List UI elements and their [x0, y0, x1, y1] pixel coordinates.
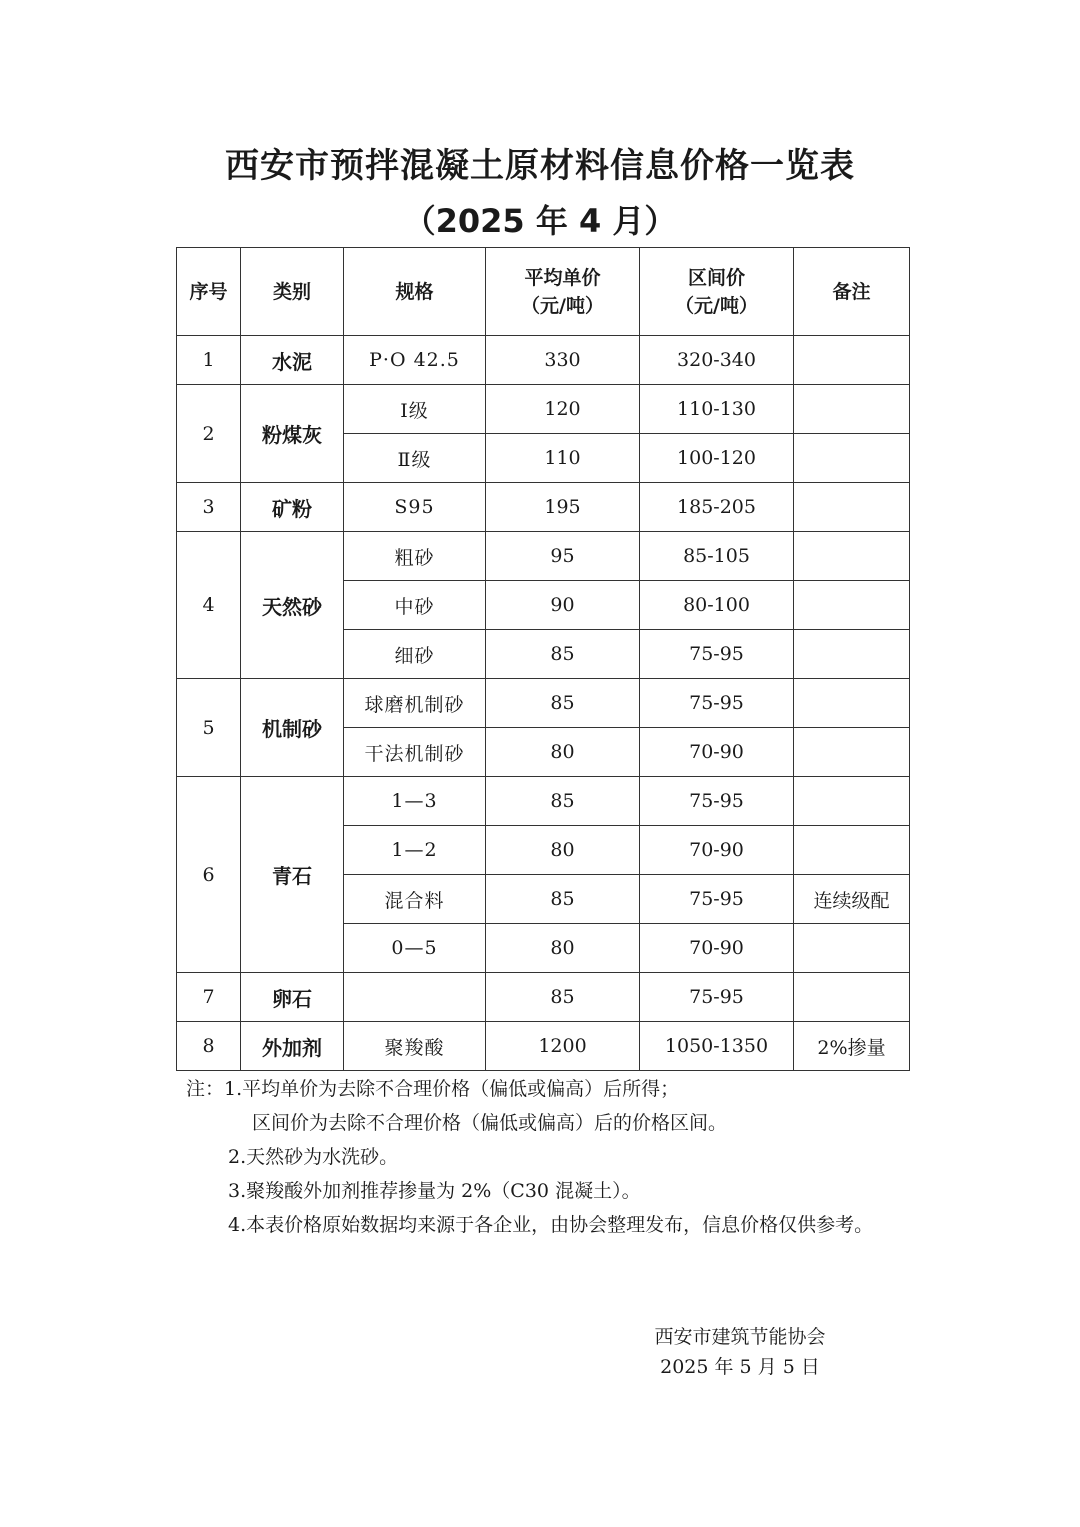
table-row: [177, 336, 910, 385]
cell-avg: 80: [486, 728, 640, 777]
cell-spec: 球磨机制砂: [344, 679, 486, 728]
header-category: 类别: [241, 248, 344, 336]
cell-spec: 0—5: [344, 924, 486, 973]
cell-range: 100-120: [640, 434, 794, 483]
cell-spec: 混合料: [344, 875, 486, 924]
cell-range: 320-340: [640, 336, 794, 385]
header-avg-price: [486, 248, 640, 336]
cell-note: [794, 924, 910, 973]
cell-spec: 中砂: [344, 581, 486, 630]
cell-spec: 1—3: [344, 777, 486, 826]
cell-note: [794, 483, 910, 532]
cell-note: [794, 581, 910, 630]
cell-range: 70-90: [640, 826, 794, 875]
table-row: [177, 532, 910, 581]
cell-spec: 干法机制砂: [344, 728, 486, 777]
cell-no: 7: [177, 973, 241, 1022]
cell-category: 粉煤灰: [241, 385, 344, 483]
cell-avg: 85: [486, 630, 640, 679]
cell-note: [794, 777, 910, 826]
cell-avg: 90: [486, 581, 640, 630]
cell-no: 4: [177, 532, 241, 679]
cell-category: 水泥: [241, 336, 344, 385]
cell-avg: 330: [486, 336, 640, 385]
document-title: 西安市预拌混凝土原材料信息价格一览表: [225, 146, 855, 186]
cell-no: 1: [177, 336, 241, 385]
cell-spec: 细砂: [344, 630, 486, 679]
cell-note: 2%掺量: [794, 1022, 910, 1071]
cell-avg: 85: [486, 973, 640, 1022]
cell-spec: 粗砂: [344, 532, 486, 581]
cell-no: 6: [177, 777, 241, 973]
cell-avg: 120: [486, 385, 640, 434]
cell-no: 8: [177, 1022, 241, 1071]
cell-note: [794, 973, 910, 1022]
cell-category: 外加剂: [241, 1022, 344, 1071]
cell-category: 矿粉: [241, 483, 344, 532]
cell-range: 70-90: [640, 728, 794, 777]
cell-range: 75-95: [640, 630, 794, 679]
cell-range: 70-90: [640, 924, 794, 973]
table-header-row: [177, 248, 910, 336]
cell-spec: [344, 973, 486, 1022]
cell-avg: 110: [486, 434, 640, 483]
cell-range: 1050-1350: [640, 1022, 794, 1071]
cell-spec: Ⅱ级: [344, 434, 486, 483]
cell-avg: 1200: [486, 1022, 640, 1071]
cell-spec: Ⅰ级: [344, 385, 486, 434]
header-avg-line1: 平均单价: [524, 266, 601, 289]
cell-note: [794, 679, 910, 728]
cell-avg: 85: [486, 875, 640, 924]
cell-range: 75-95: [640, 973, 794, 1022]
cell-note: 连续级配: [794, 875, 910, 924]
cell-category: 青石: [241, 777, 344, 973]
cell-note: [794, 826, 910, 875]
note-3: 3.聚羧酸外加剂推荐掺量为 2%（C30 混凝土）。: [228, 1180, 641, 1202]
price-table: [176, 247, 910, 1071]
cell-range: 185-205: [640, 483, 794, 532]
cell-range: 110-130: [640, 385, 794, 434]
cell-avg: 95: [486, 532, 640, 581]
header-avg-line2: （元/吨）: [521, 294, 604, 317]
table-row: [177, 973, 910, 1022]
cell-avg: 195: [486, 483, 640, 532]
cell-avg: 80: [486, 826, 640, 875]
cell-note: [794, 385, 910, 434]
signature-date: 2025 年 5 月 5 日: [660, 1356, 820, 1378]
table-row: [177, 679, 910, 728]
cell-spec: S95: [344, 483, 486, 532]
cell-spec: 聚羧酸: [344, 1022, 486, 1071]
note-2: 2.天然砂为水洗砂。: [228, 1146, 399, 1168]
cell-no: 2: [177, 385, 241, 483]
table-row: [177, 385, 910, 434]
cell-note: [794, 532, 910, 581]
header-no: 序号: [177, 248, 241, 336]
note-4: 4.本表价格原始数据均来源于各企业，由协会整理发布，信息价格仅供参考。: [228, 1214, 874, 1236]
cell-spec: P·O 42.5: [344, 336, 486, 385]
cell-category: 天然砂: [241, 532, 344, 679]
cell-avg: 80: [486, 924, 640, 973]
header-range-price: [640, 248, 794, 336]
table-row: [177, 1022, 910, 1071]
cell-category: 机制砂: [241, 679, 344, 777]
cell-no: 3: [177, 483, 241, 532]
cell-note: [794, 434, 910, 483]
cell-range: 85-105: [640, 532, 794, 581]
cell-avg: 85: [486, 679, 640, 728]
header-range-line1: 区间价: [687, 266, 745, 289]
cell-note: [794, 728, 910, 777]
note-1-continued: 区间价为去除不合理价格（偏低或偏高）后的价格区间。: [252, 1112, 728, 1134]
cell-range: 80-100: [640, 581, 794, 630]
cell-range: 75-95: [640, 679, 794, 728]
table-row: [177, 777, 910, 826]
cell-note: [794, 630, 910, 679]
signature-organization: 西安市建筑节能协会: [654, 1326, 826, 1348]
header-range-line2: （元/吨）: [675, 294, 758, 317]
cell-note: [794, 336, 910, 385]
document-subtitle: （2025 年 4 月）: [403, 202, 677, 240]
cell-spec: 1—2: [344, 826, 486, 875]
cell-range: 75-95: [640, 875, 794, 924]
cell-avg: 85: [486, 777, 640, 826]
header-spec: 规格: [344, 248, 486, 336]
cell-category: 卵石: [241, 973, 344, 1022]
table-row: [177, 483, 910, 532]
notes-section: [186, 1072, 906, 1242]
cell-range: 75-95: [640, 777, 794, 826]
header-note: 备注: [794, 248, 910, 336]
cell-no: 5: [177, 679, 241, 777]
note-1: 注：1.平均单价为去除不合理价格（偏低或偏高）后所得；: [186, 1078, 680, 1100]
